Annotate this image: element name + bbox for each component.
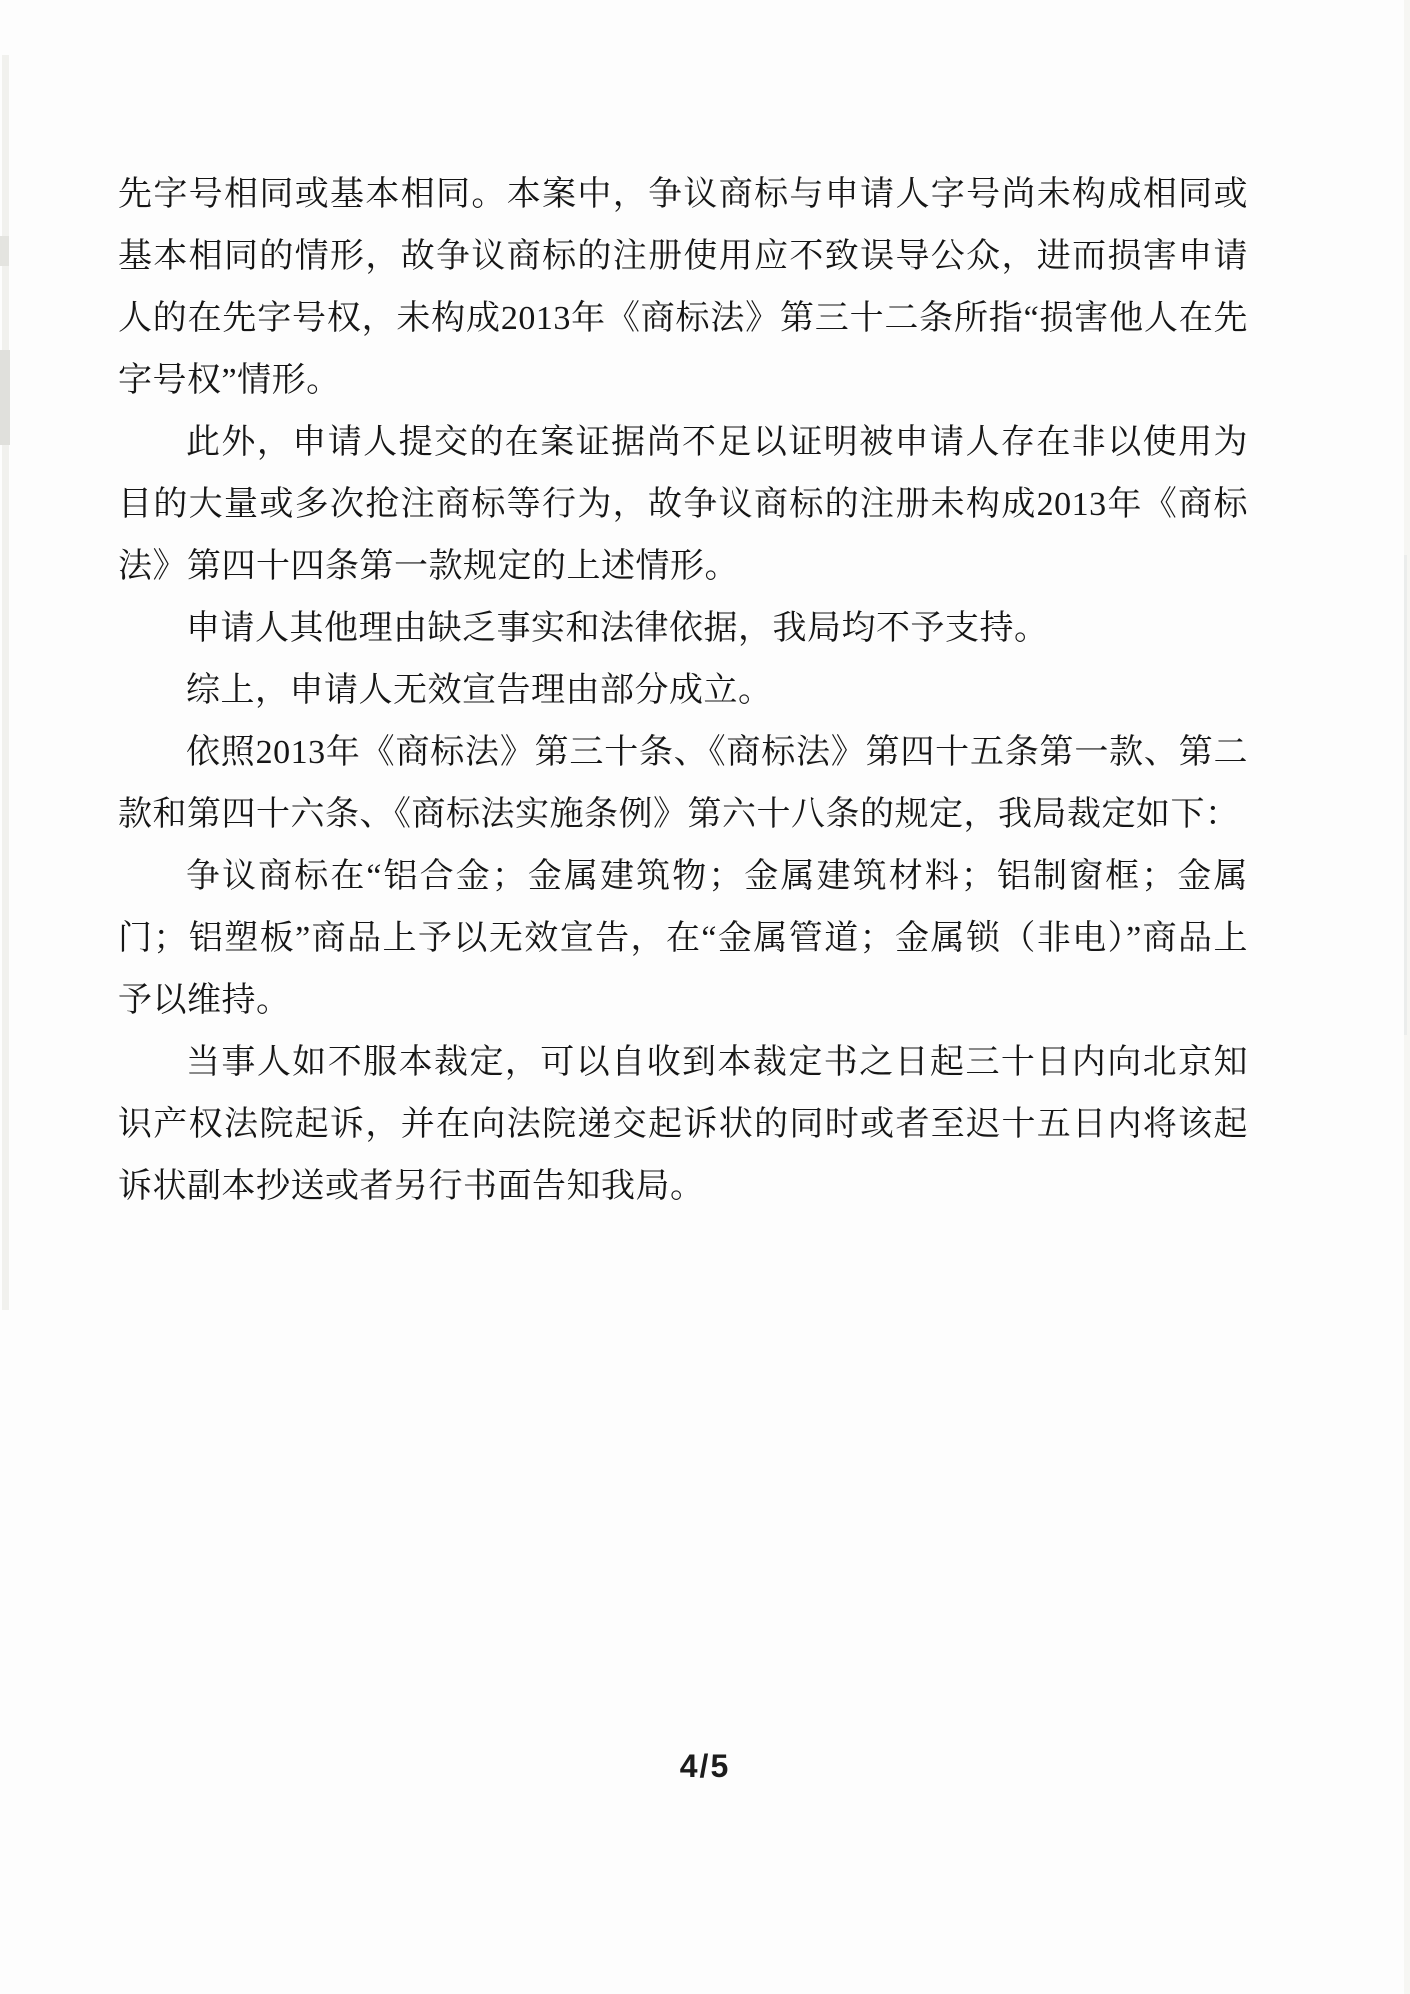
paragraph-continuation: 先字号相同或基本相同。本案中，争议商标与申请人字号尚未构成相同或基本相同的情形，故争议商标的注册使用应不致误导公众，进而损害申请人的在先字号权，未构成2013年《商标法》第三十二条所指“损害他人在先字号权”情形。 bbox=[118, 176, 1248, 399]
scan-edge-line bbox=[1404, 555, 1407, 1035]
paragraph: 申请人其他理由缺乏事实和法律依据，我局均不予支持。 bbox=[186, 610, 1049, 647]
scan-smudge bbox=[0, 350, 10, 445]
document-body-text bbox=[118, 164, 1248, 1218]
paragraph: 此外，申请人提交的在案证据尚不足以证明被申请人存在非以使用为目的大量或多次抢注商标等行为，故争议商标的注册未构成2013年《商标法》第四十四条第一款规定的上述情形。 bbox=[118, 424, 1248, 585]
paragraph: 综上，申请人无效宣告理由部分成立。 bbox=[186, 672, 773, 709]
paragraph-ruling: 争议商标在“铝合金；金属建筑物；金属建筑材料；铝制窗框；金属门；铝塑板”商品上予以无效宣告，在“金属管道；金属锁（非电）”商品上予以维持。 bbox=[118, 858, 1248, 1019]
page-number: 4/5 bbox=[679, 1748, 731, 1784]
scan-smudge bbox=[0, 236, 9, 266]
paragraph: 依照2013年《商标法》第三十条、《商标法》第四十五条第一款、第二款和第四十六条、《商标法实施条例》第六十八条的规定，我局裁定如下： bbox=[118, 734, 1248, 833]
paragraph-appeal-notice: 当事人如不服本裁定，可以自收到本裁定书之日起三十日内向北京知识产权法院起诉，并在向法院递交起诉状的同时或者至迟十五日内将该起诉状副本抄送或者另行书面告知我局。 bbox=[118, 1044, 1248, 1205]
